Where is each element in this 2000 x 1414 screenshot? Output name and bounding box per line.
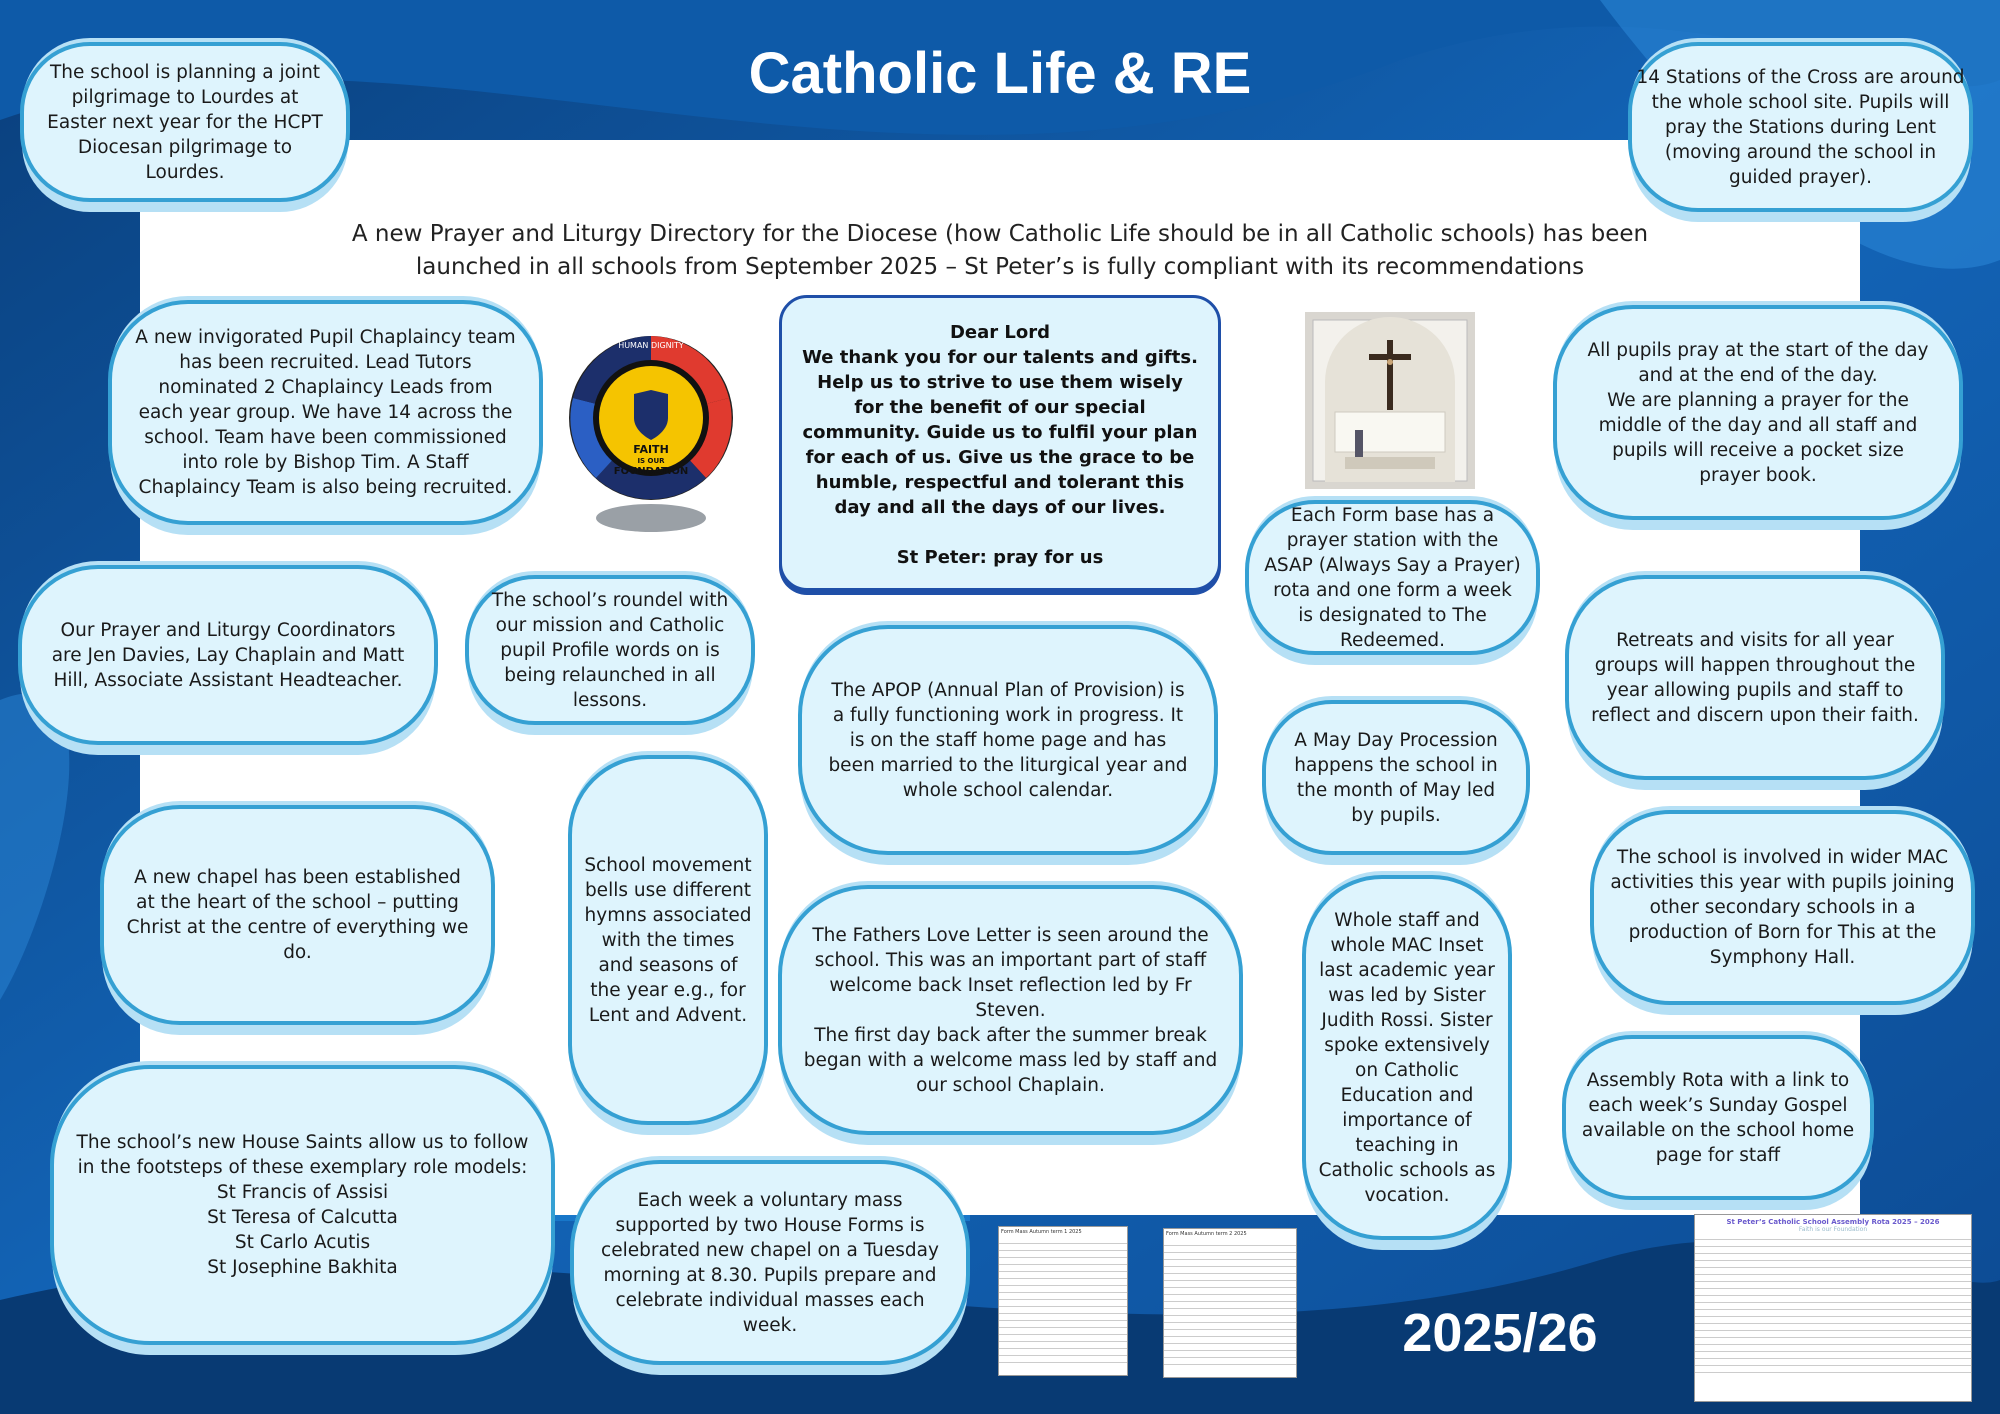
- cloud-assembly-text: Assembly Rota with a link to each week’s Sunday Gospel available on the school home page for staff: [1581, 1069, 1855, 1166]
- prayer-closing: St Peter: pray for us: [896, 547, 1104, 568]
- cloud-chaplaincy: [108, 300, 543, 525]
- cloud-stations-text: 14 Stations of the Cross are around the whole school site. Pupils will pray the Stations during Lent (moving around the school in guided prayer).: [1636, 66, 1965, 188]
- cloud-lourdes: [20, 42, 350, 202]
- cloud-mac-inset: [1302, 875, 1512, 1240]
- cloud-house-saints-text: The school’s new House Saints allow us to follow in the footsteps of these exemplary role models: St Francis of Assisi St Teresa of Calcutta St Carlo Acutis St Josephine Bakhita: [76, 1132, 529, 1278]
- assembly-rota-title: St Peter’s Catholic School Assembly Rota 2025 – 2026: [1726, 1218, 1940, 1226]
- page-title: Catholic Life & RE: [748, 41, 1252, 106]
- cloud-bells-text: School movement bells use different hymns associated with the times and seasons of the year e.g., for Lent and Advent.: [584, 854, 752, 1026]
- cloud-stations: [1628, 42, 1973, 212]
- cloud-pray-day-text: All pupils pray at the start of the day and at the end of the day. We are planning a prayer for the middle of the day and all staff and pupils will receive a pocket size prayer book.: [1587, 339, 1929, 486]
- cloud-may-day-text: A May Day Procession happens the school in the month of May led by pupils.: [1294, 729, 1498, 826]
- assembly-rota-sheet: [1694, 1214, 1972, 1402]
- cloud-house-saints: [50, 1065, 555, 1345]
- cloud-chapel: [100, 805, 495, 1025]
- cloud-pray-day: [1553, 305, 1963, 520]
- cloud-mac-activities: [1590, 810, 1975, 1005]
- cloud-mac-inset-text: Whole staff and whole MAC Inset last academic year was led by Sister Judith Rossi. Sister spoke extensively on Catholic Education and importance of teaching in Catholic schools as vocation.: [1318, 909, 1496, 1206]
- cloud-form-base: [1245, 500, 1540, 655]
- roundel-center-1: FAITH: [633, 443, 669, 456]
- subtitle: A new Prayer and Liturgy Directory for the Diocese (how Catholic Life should be in all Catholic schools) has been launched in all schools from September 2025 – St Peter’s is fully compliant with its recommendations: [351, 221, 1649, 280]
- cloud-chaplaincy-text: A new invigorated Pupil Chaplaincy team has been recruited. Lead Tutors nominated 2 Chaplaincy Leads from each year group. We have 14 across the school. Team have been commissioned into role by Bishop Tim. A Staff Chaplaincy Team is also being recruited.: [135, 327, 516, 498]
- crucifix-prayer-station-image: [1305, 312, 1475, 489]
- roundel-top-label: HUMAN DIGNITY: [618, 341, 684, 350]
- cloud-fathers-love: [778, 885, 1243, 1135]
- cloud-apop: [798, 625, 1218, 855]
- cloud-lourdes-text: The school is planning a joint pilgrimage to Lourdes at Easter next year for the HCPT Diocesan pilgrimage to Lourdes.: [47, 61, 323, 183]
- cloud-fathers-love-text: The Fathers Love Letter is seen around the school. This was an important part of staff welcome back Inset reflection led by Fr Steven. The first day back after the summer break began with a welcome mass led by staff and our school Chaplain.: [803, 924, 1218, 1096]
- cloud-coordinators-text: Our Prayer and Liturgy Coordinators are Jen Davies, Lay Chaplain and Matt Hill, Associate Assistant Headteacher.: [51, 619, 405, 691]
- mass-rota-title-1: Form Mass Autumn term 1 2025: [1001, 1229, 1082, 1235]
- cloud-assembly: [1562, 1035, 1874, 1200]
- cloud-coordinators: [18, 565, 438, 745]
- cloud-weekly-mass: [570, 1160, 970, 1365]
- year-label: 2025/26: [1402, 1303, 1598, 1363]
- school-roundel-icon: [566, 328, 736, 538]
- cloud-form-base-text: Each Form base has a prayer station with the ASAP (Always Say a Prayer) rota and one form a week is designated to The Redeemed.: [1264, 504, 1521, 651]
- cloud-roundel: [465, 575, 755, 725]
- mass-rota-sheet-2: [1163, 1228, 1297, 1378]
- cloud-mac-activities-text: The school is involved in wider MAC activities this year with pupils joining other secondary schools in a production of Born for This at the Symphony Hall.: [1610, 847, 1955, 968]
- cloud-retreats: [1565, 575, 1945, 780]
- cloud-may-day: [1262, 700, 1530, 855]
- mass-rota-title-2: Form Mass Autumn term 2 2025: [1166, 1231, 1247, 1237]
- cloud-retreats-text: Retreats and visits for all year groups will happen throughout the year allowing pupils and staff to reflect and discern upon their faith.: [1591, 629, 1919, 726]
- cloud-weekly-mass-text: Each week a voluntary mass supported by two House Forms is celebrated new chapel on a Tuesday morning at 8.30. Pupils prepare and celebrate individual masses each week.: [601, 1189, 939, 1336]
- cloud-bells: [568, 755, 768, 1125]
- cloud-chapel-text: A new chapel has been established at the heart of the school – putting Christ at the centre of everything we do.: [126, 867, 469, 963]
- prayer-box: [779, 295, 1221, 591]
- prayer-heading: Dear Lord: [949, 322, 1051, 343]
- roundel-center-2: IS OUR: [637, 457, 665, 465]
- cloud-apop-text: The APOP (Annual Plan of Provision) is a fully functioning work in progress. It is on the staff home page and has been married to the liturgical year and whole school calendar.: [828, 679, 1188, 801]
- roundel-center-3: FOUNDATION: [613, 466, 689, 477]
- cloud-roundel-text: The school’s roundel with our mission and Catholic pupil Profile words on is being relaunched in all lessons.: [491, 589, 729, 711]
- assembly-rota-subtitle: Faith is our Foundation: [1798, 1226, 1868, 1233]
- prayer-body: We thank you for our talents and gifts. Help us to strive to use them wisely for the benefit of our special community. Guide us to fulfil your plan for each of us. Give us the grace to be humble, respectful and tolerant this day and all the days of our lives.: [802, 347, 1198, 518]
- mass-rota-sheet-1: [998, 1226, 1128, 1376]
